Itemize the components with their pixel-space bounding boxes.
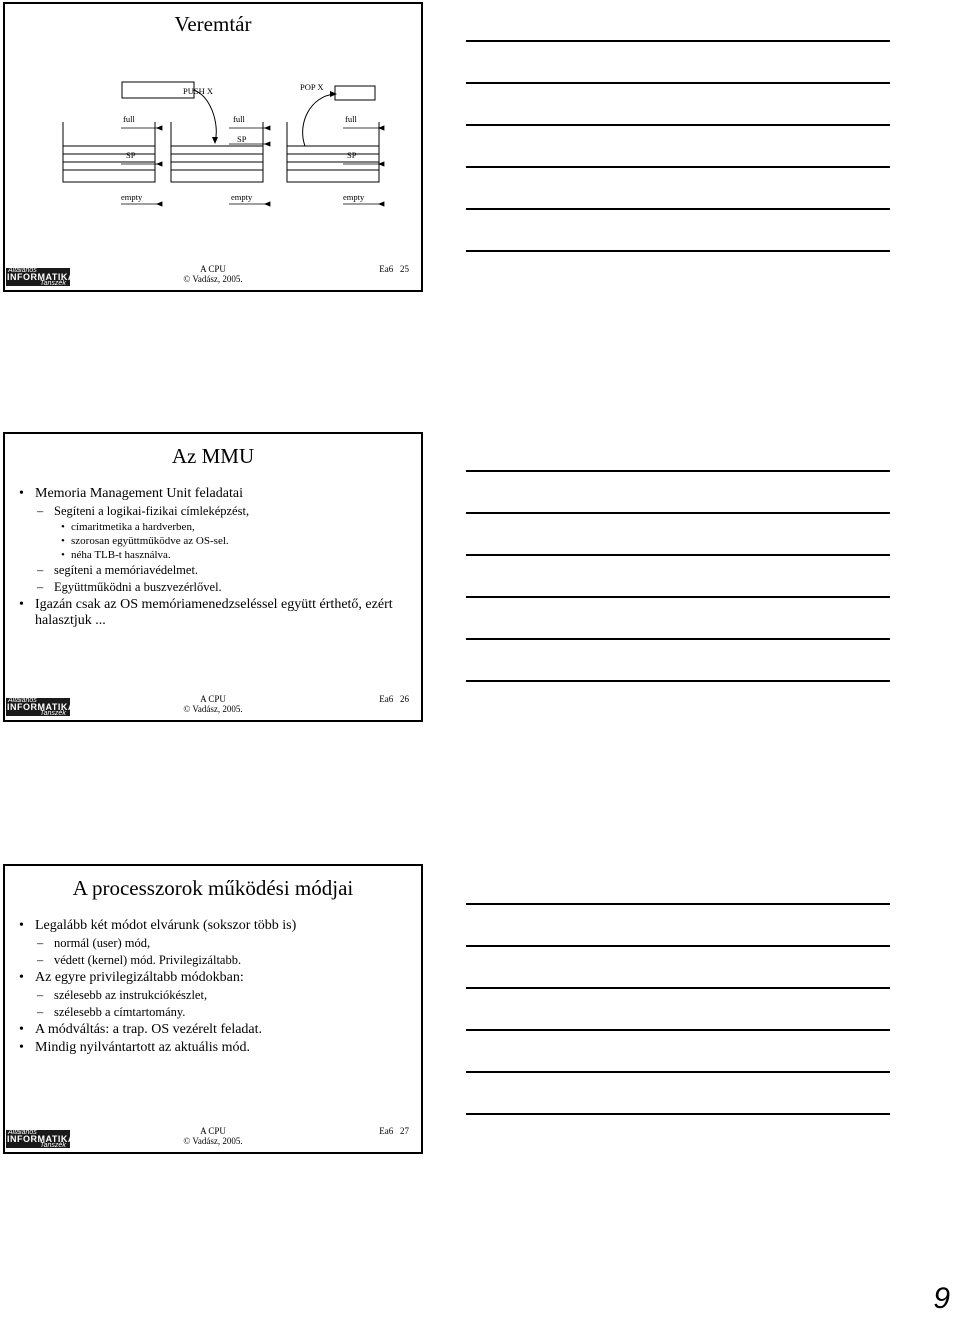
bullet-level3: • szorosan együttműködve az OS-sel. <box>19 535 413 547</box>
bullet-level2: – Együttműködni a buszvezérlővel. <box>19 580 413 595</box>
bullet-list <box>19 916 413 1056</box>
bullet-level1: • A módváltás: a trap. OS vezérelt feladat. <box>19 1022 413 1038</box>
stack1-empty: empty <box>121 192 143 202</box>
bullet-level2: – normál (user) mód, <box>19 936 413 951</box>
push-label: PUSH X <box>183 86 213 96</box>
department-logo: Általános INFORMATIKAI Tanszék <box>7 1129 78 1149</box>
note-line <box>466 638 890 640</box>
pop-label: POP X <box>300 82 324 92</box>
bullet-list <box>19 484 413 629</box>
note-line <box>466 208 890 210</box>
note-line <box>466 82 890 84</box>
stack3-empty: empty <box>343 192 365 202</box>
note-line <box>466 40 890 42</box>
bullet-level1: • Az egyre privilegizáltabb módokban: <box>19 970 413 986</box>
push-arrow <box>193 90 216 142</box>
note-line <box>466 1071 890 1073</box>
bullet-level1: • Igazán csak az OS memóriamenedzseléssel együtt érthető, ezért halasztjuk ... <box>19 597 413 629</box>
slide-title: Veremtár <box>174 12 252 36</box>
note-line <box>466 1029 890 1031</box>
note-line <box>466 596 890 598</box>
footer-text: A CPU © Vadász, 2005. <box>183 694 243 714</box>
note-line <box>466 1113 890 1115</box>
slide-number: Ea6 25 <box>379 264 409 274</box>
bullet-level2: – segíteni a memóriavédelmet. <box>19 563 413 578</box>
stack-left <box>63 122 155 182</box>
bullet-level2: – szélesebb az instrukciókészlet, <box>19 988 413 1003</box>
bullet-level3: • néha TLB-t használva. <box>19 549 413 561</box>
stack2-full: full <box>233 114 245 124</box>
stack-diagram <box>5 44 421 264</box>
notes-area-1 <box>466 40 890 255</box>
page-number: 9 <box>933 1282 950 1315</box>
bullet-level1: • Memoria Management Unit feladatai <box>19 486 413 502</box>
notes-area-3 <box>466 903 890 1118</box>
slide-number: Ea6 26 <box>379 694 409 704</box>
slide-footer <box>5 694 421 716</box>
stack-middle <box>171 122 263 182</box>
stack2-empty: empty <box>231 192 253 202</box>
slide-title: A processzorok működési módjai <box>72 876 354 900</box>
slide-footer <box>5 1126 421 1148</box>
slide-veremtar <box>3 2 423 292</box>
stack2-sp: SP <box>237 134 247 144</box>
bullet-level1: • Mindig nyilvántartott az aktuális mód. <box>19 1040 413 1056</box>
bullet-level3: • címaritmetika a hardverben, <box>19 521 413 533</box>
pop-arrow <box>303 94 335 146</box>
stack1-full: full <box>123 114 135 124</box>
pop-box <box>335 86 375 100</box>
note-line <box>466 987 890 989</box>
bullet-level1: • Legalább két módot elvárunk (sokszor több is) <box>19 918 413 934</box>
stack3-sp: SP <box>347 150 357 160</box>
note-line <box>466 250 890 252</box>
note-line <box>466 903 890 905</box>
slide-number: Ea6 27 <box>379 1126 409 1136</box>
note-line <box>466 166 890 168</box>
stack1-sp: SP <box>126 150 136 160</box>
slide-footer <box>5 264 421 286</box>
note-line <box>466 945 890 947</box>
slide-processor-modes <box>3 864 423 1154</box>
slide-mmu <box>3 432 423 722</box>
bullet-level2: – védett (kernel) mód. Privilegizáltabb. <box>19 953 413 968</box>
note-line <box>466 470 890 472</box>
slide-title: Az MMU <box>171 444 255 468</box>
bullet-level2: – Segíteni a logikai-fizikai címleképzést, <box>19 504 413 519</box>
bullet-level2: – szélesebb a címtartomány. <box>19 1005 413 1020</box>
footer-text: A CPU © Vadász, 2005. <box>183 264 243 284</box>
note-line <box>466 680 890 682</box>
notes-area-2 <box>466 470 890 685</box>
department-logo: Általános INFORMATIKAI Tanszék <box>7 267 78 287</box>
stack3-full: full <box>345 114 357 124</box>
note-line <box>466 554 890 556</box>
department-logo: Általános INFORMATIKAI Tanszék <box>7 697 78 717</box>
note-line <box>466 124 890 126</box>
note-line <box>466 512 890 514</box>
stack-right <box>287 122 379 182</box>
footer-text: A CPU © Vadász, 2005. <box>183 1126 243 1146</box>
